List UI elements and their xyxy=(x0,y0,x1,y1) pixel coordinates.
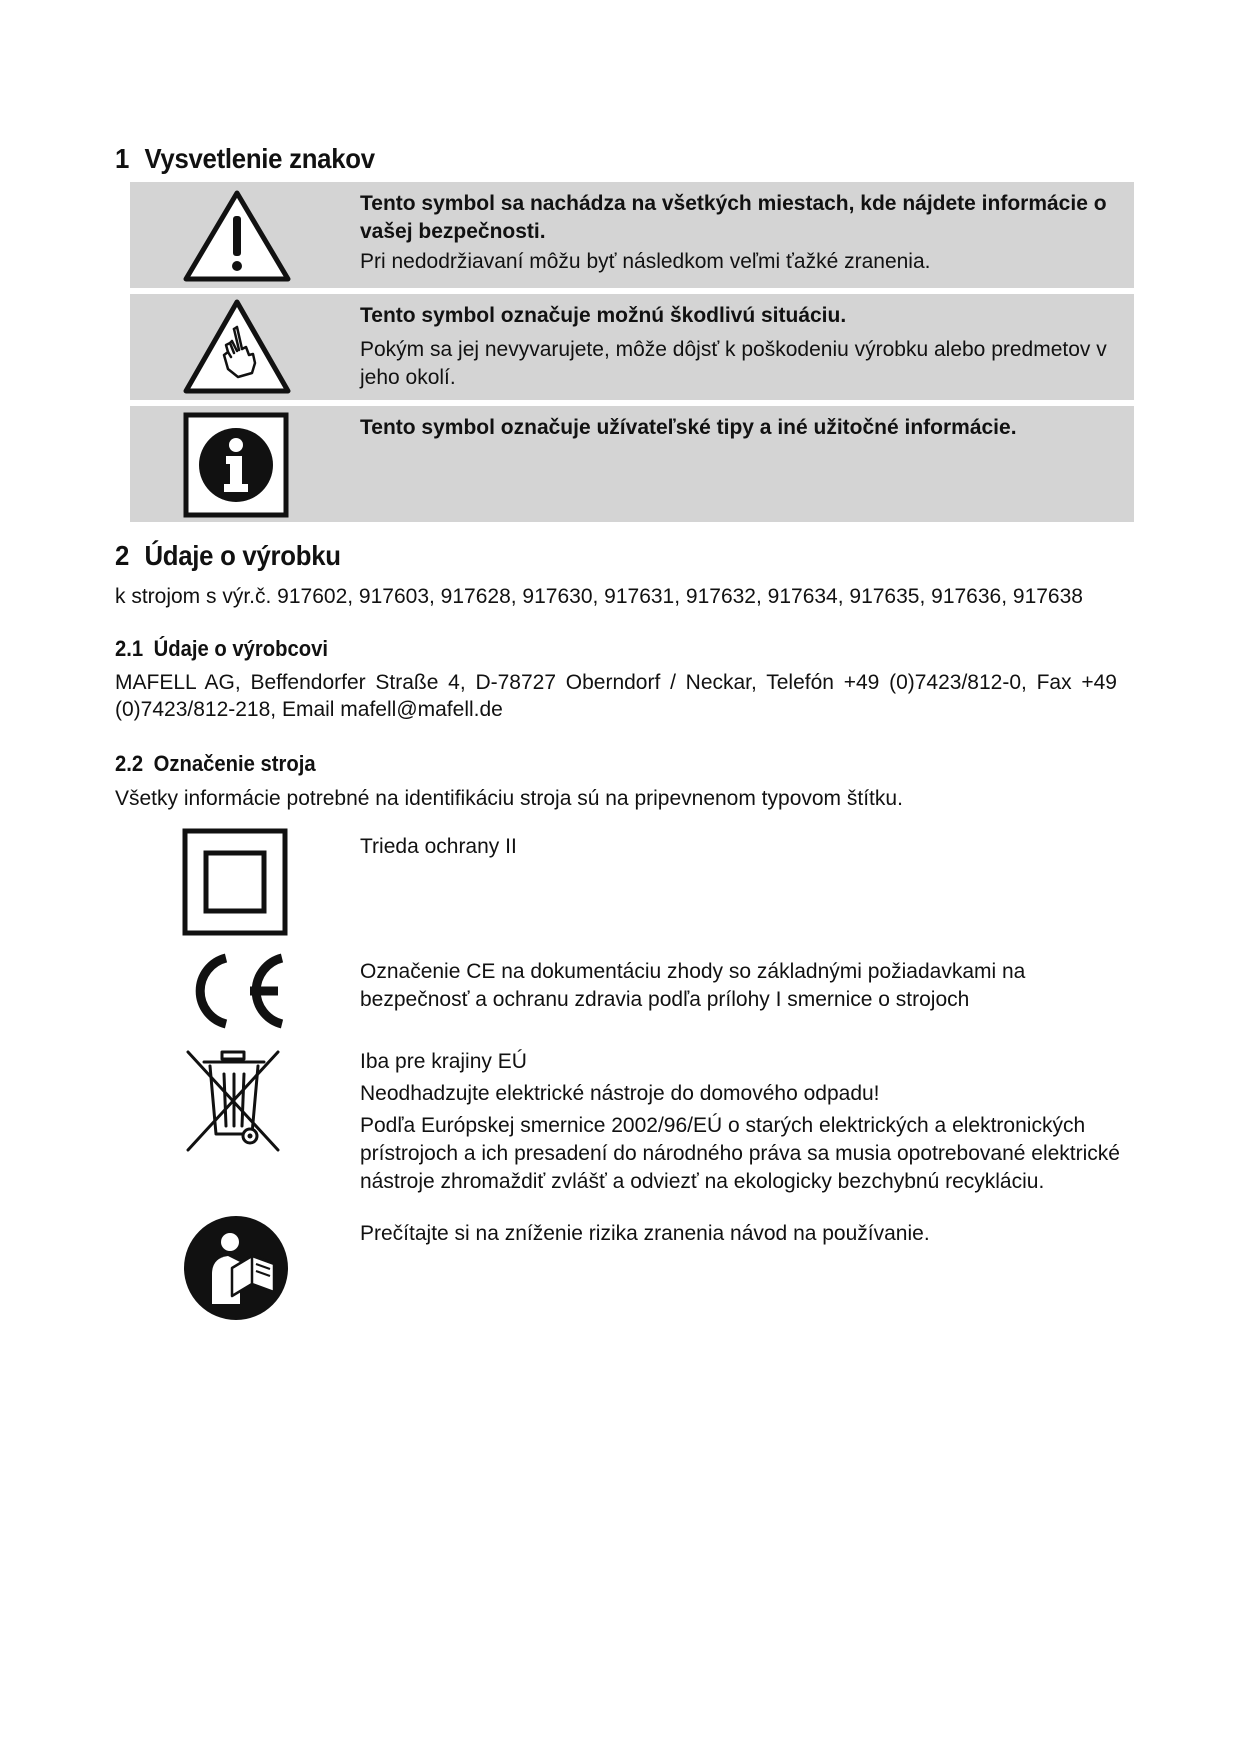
symbol-row-bold: Tento symbol sa nachádza na všetkých miestach, kde nájdete informácie o vašej bezpečnosti. xyxy=(360,192,1107,243)
subsection-number: 2.2 xyxy=(115,751,144,776)
symbol-line: Prečítajte si na zníženie rizika zranenia návod na používanie. xyxy=(360,1222,930,1245)
protection-class-ii-icon xyxy=(182,828,288,936)
read-manual-icon xyxy=(182,1214,290,1322)
symbol-line: Neodhadzujte elektrické nástroje do domového odpadu! xyxy=(360,1082,880,1105)
symbol-row-harmful xyxy=(130,294,1134,400)
symbol-text xyxy=(360,958,1130,1018)
warning-hand-icon xyxy=(182,297,292,397)
section-2-heading xyxy=(115,540,341,572)
subsection-number: 2.1 xyxy=(115,636,144,661)
manufacturer-info: MAFELL AG, Beffendorfer Straße 4, D-78727 Oberndorf / Neckar, Telefón +49 (0)7423/812-0, Fax +49 (0)7423/812-218, Email mafell@mafell.de xyxy=(115,671,1117,721)
section-number: 1 xyxy=(115,143,130,174)
symbol-text xyxy=(360,1048,1130,1200)
section-title: Údaje o výrobku xyxy=(144,540,341,571)
section-number: 2 xyxy=(115,540,130,571)
symbol-line: Trieda ochrany II xyxy=(360,835,517,858)
symbol-text xyxy=(360,1220,1130,1252)
section-1-heading xyxy=(115,143,375,175)
symbol-row-description: Pokým sa jej nevyvarujete, môže dôjsť k poškodeniu výrobku alebo predmetov v jeho okolí. xyxy=(360,338,1107,389)
marking-info: Všetky informácie potrebné na identifikáciu stroja sú na pripevnenom typovom štítku. xyxy=(115,787,903,810)
ce-mark-icon xyxy=(182,950,292,1032)
subsection-title: Údaje o výrobcovi xyxy=(153,636,328,661)
subsection-2-1-heading xyxy=(115,636,328,662)
symbol-row-safety xyxy=(130,182,1134,288)
symbol-row-description: Pri nedodržiavaní môžu byť následkom veľmi ťažké zranenia. xyxy=(360,250,931,273)
product-numbers: k strojom s výr.č. 917602, 917603, 917628, 917630, 917631, 917632, 917634, 917635, 917636, 917638 xyxy=(115,585,1083,608)
symbol-row-bold: Tento symbol označuje užívateľské tipy a iné užitočné informácie. xyxy=(360,416,1017,439)
symbol-row-text xyxy=(360,414,1120,442)
subsection-2-2-heading xyxy=(115,751,316,777)
info-icon xyxy=(182,412,292,518)
symbol-line: Iba pre krajiny EÚ xyxy=(360,1050,527,1073)
warning-exclamation-icon xyxy=(182,188,292,284)
crossed-bin-icon xyxy=(182,1046,286,1154)
symbol-row-bold: Tento symbol označuje možnú škodlivú situáciu. xyxy=(360,304,847,327)
symbol-row-text xyxy=(360,302,1120,392)
symbol-row-info xyxy=(130,406,1134,522)
subsection-title: Označenie stroja xyxy=(153,751,316,776)
symbol-line: Podľa Európskej smernice 2002/96/EÚ o starých elektrických a elektronických prístrojoch a ich presadení do národného práva sa musia opotrebované elektrické nástroje zhromaždiť zvlášť a odviezť na ekologicky bezchybnú recykláciu. xyxy=(360,1114,1120,1193)
symbol-row-text xyxy=(360,190,1120,276)
symbol-line: Označenie CE na dokumentáciu zhody so základnými požiadavkami na bezpečnosť a ochranu zdravia podľa prílohy I smernice o strojoch xyxy=(360,960,1026,1011)
symbol-text xyxy=(360,833,1130,865)
section-title: Vysvetlenie znakov xyxy=(144,143,375,174)
